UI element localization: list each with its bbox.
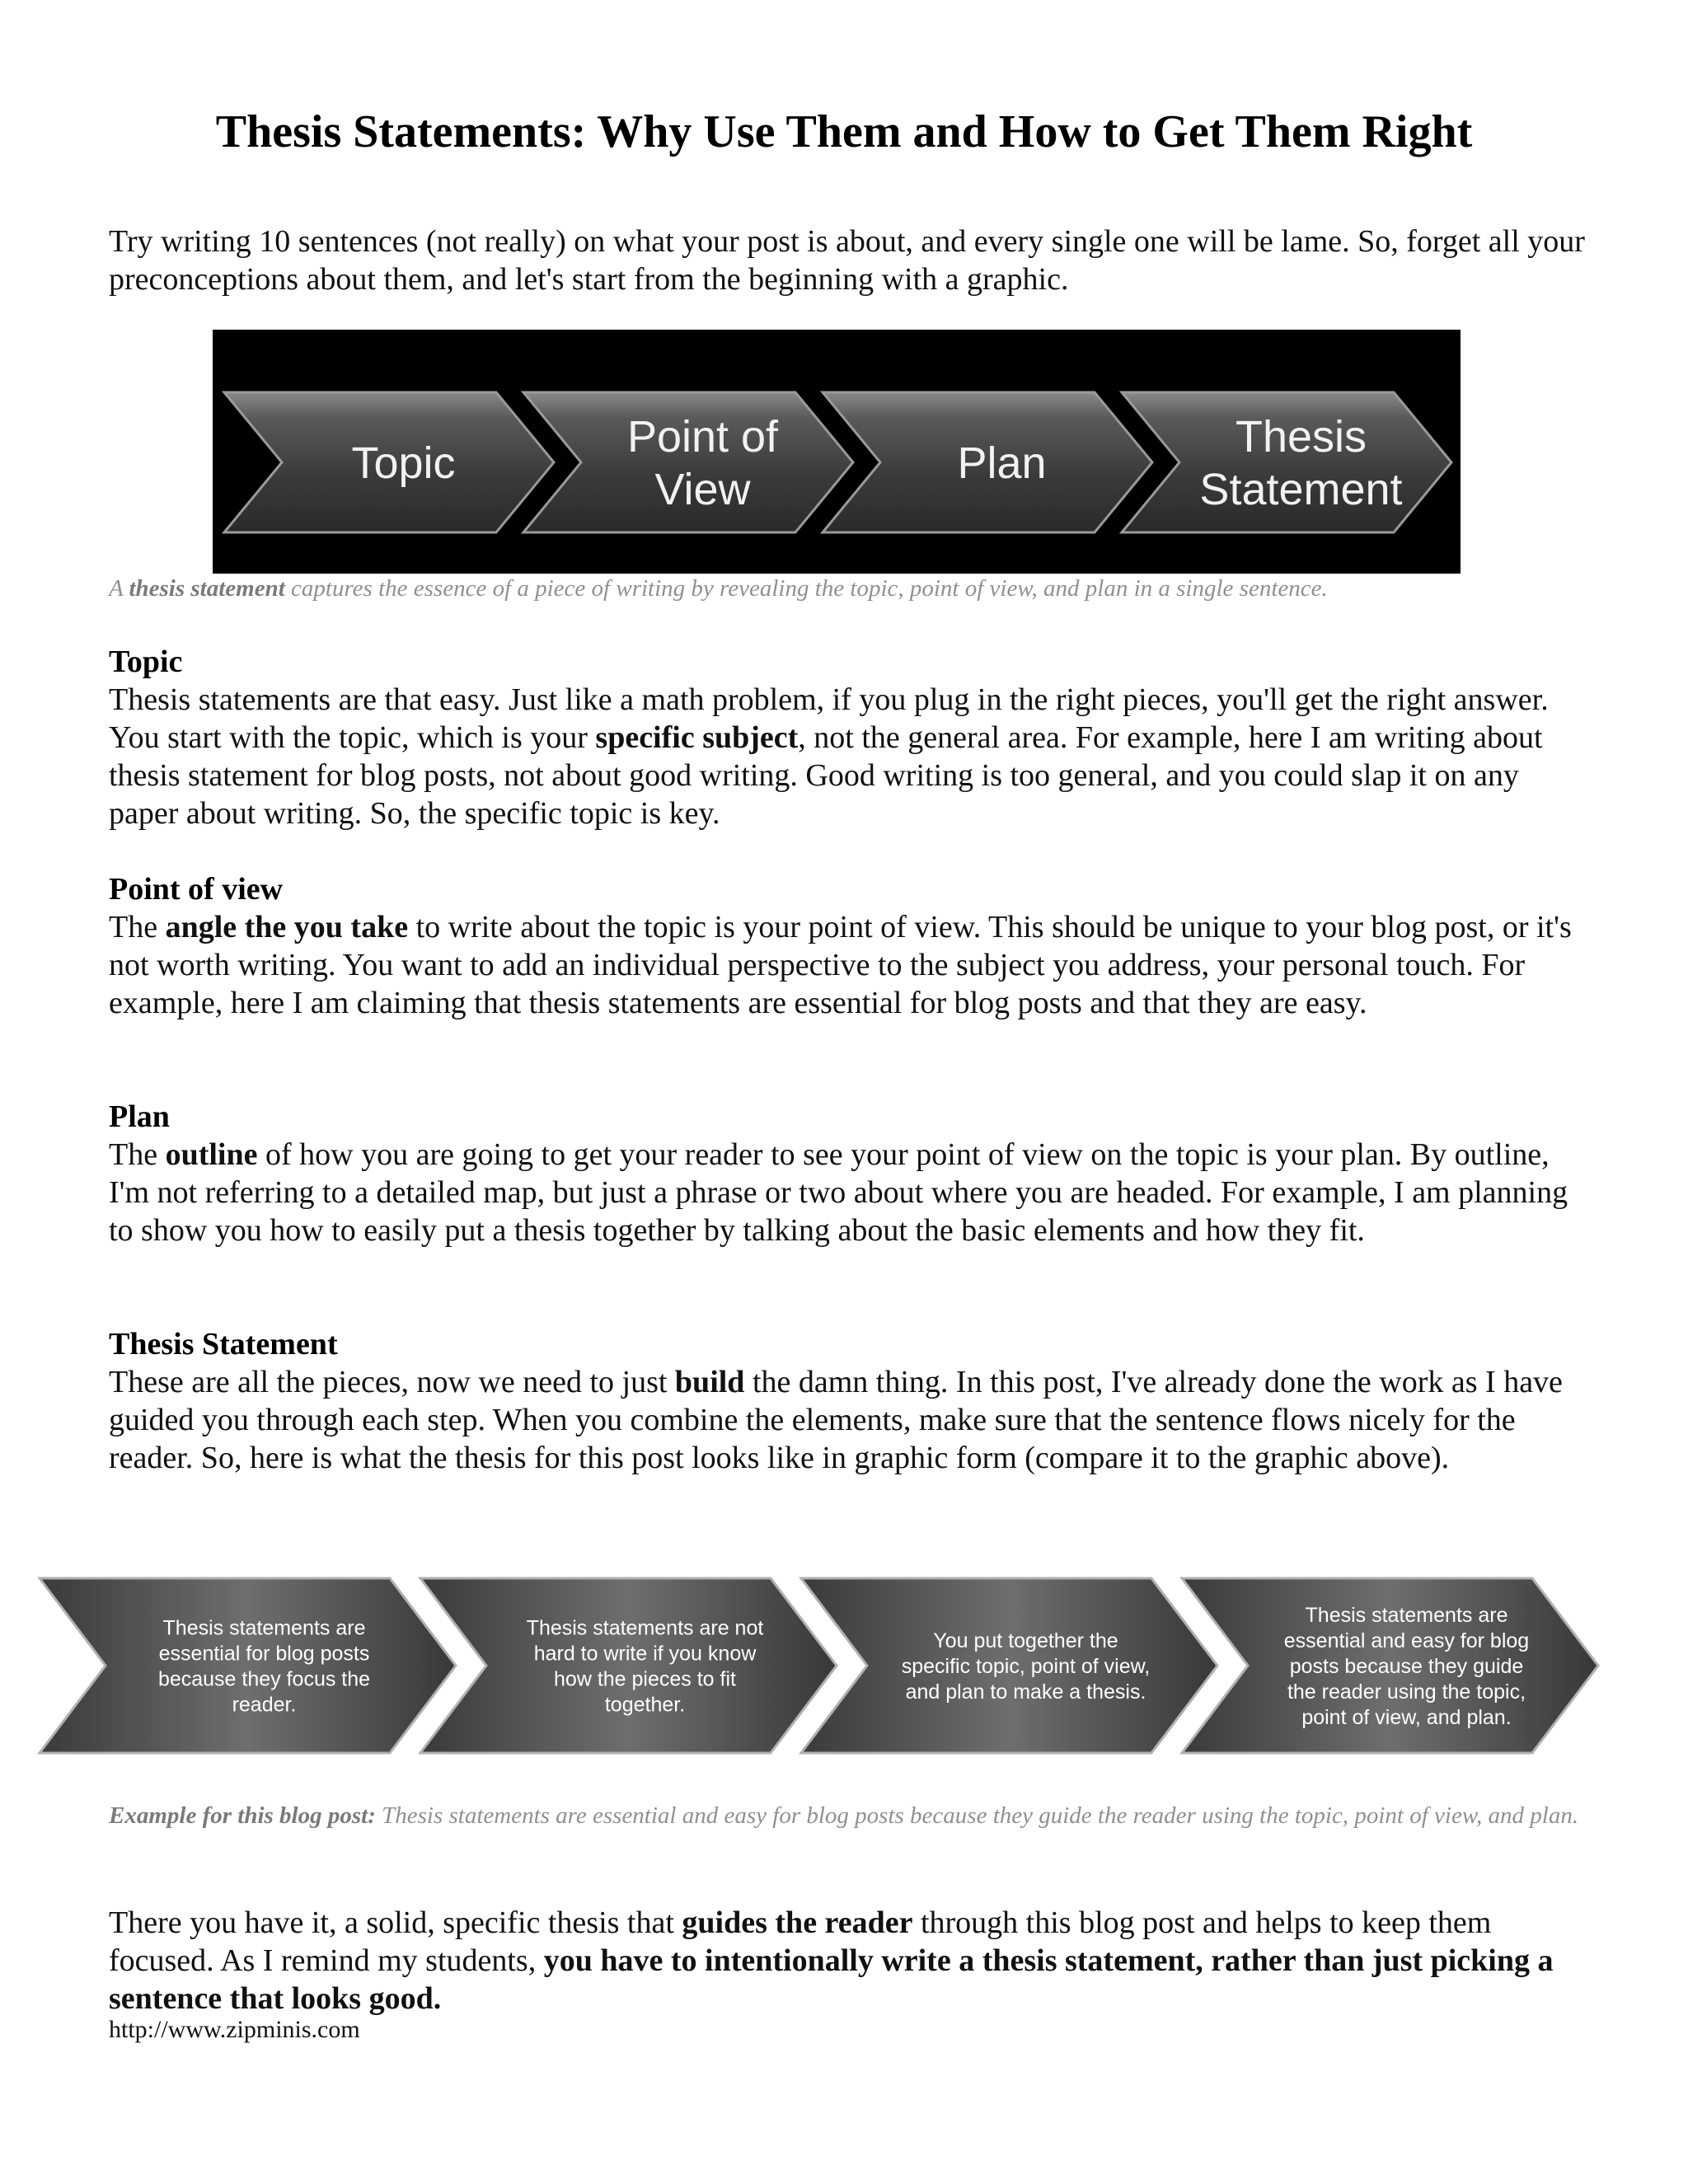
text-run: , not the general area. For example, here I am writing about thesis statement for blog posts, not about good writing. Good writing is too general, and you could slap it on any paper about writing. So, the specific topic is key. — [109, 720, 1543, 831]
caption-text: Thesis statements are essential and easy for blog posts because they guide the reader using the topic, point of view, and plan. — [375, 1802, 1579, 1829]
example-caption — [109, 1800, 1592, 1831]
intro-paragraph: Try writing 10 sentences (not really) on what your post is about, and every single one will be lame. So, forget all your preconceptions about them, and let's start from the beginning with a graphic. — [109, 224, 1585, 297]
chevron-label-line: Statement — [1199, 464, 1403, 514]
chevron-label — [351, 438, 455, 488]
caption-text: captures the essence of a piece of writing by revealing the topic, point of view, and plan in a single sentence. — [284, 575, 1328, 602]
chevron-label-line: point of view, and plan. — [1301, 1705, 1512, 1729]
chevron-label-line: essential and easy for blog — [1283, 1629, 1530, 1652]
footer-url: http://www.zipminis.com — [109, 2016, 360, 2043]
example-chevron-3 — [801, 1578, 1217, 1753]
section-heading-thesis-statement: Thesis Statement — [109, 1327, 338, 1361]
text-run: The — [109, 1137, 166, 1172]
example-chevron-4 — [1182, 1578, 1598, 1753]
chevron-label-line: Point of — [626, 411, 779, 462]
bold-run: outline — [165, 1137, 258, 1172]
text-run: of how you are going to get your reader to see your point of view on the topic is your plan. By outline, I'm not referring to a detailed map, but just a phrase or two about where you are headed. For example, I am planning to show you how to easily put a thesis together by talking about the basic elements and how they fit. — [109, 1137, 1568, 1248]
example-chevron-1 — [40, 1578, 456, 1753]
example-chevron-2 — [420, 1578, 837, 1753]
page-title: Thesis Statements: Why Use Them and How to Get Them Right — [215, 106, 1473, 157]
closing-paragraph — [109, 1904, 1592, 2018]
section-body-point-of-view — [109, 908, 1592, 1022]
top-chevron-2 — [523, 392, 853, 532]
chevron-label-line: Topic — [351, 438, 456, 488]
chevron-label-line: specific topic, point of view, — [901, 1654, 1151, 1678]
bold-run: you have to intentionally write a thesis statement, rather than just picking a sentence that looks good. — [109, 1943, 1554, 2016]
chevron-label-line: and plan to make a thesis. — [905, 1680, 1146, 1704]
chevron-label-line: hard to write if you know — [533, 1642, 757, 1666]
bold-run: build — [674, 1365, 745, 1399]
chevron-label-line: reader. — [232, 1693, 297, 1717]
chevron-label-line: Thesis — [1235, 411, 1367, 462]
chevron-label — [902, 1629, 1151, 1704]
chevron-label-line: because they focus the — [157, 1667, 371, 1691]
chevron-label — [957, 438, 1046, 488]
top-chevron-4 — [1122, 392, 1451, 532]
chevron-label-line: Thesis statements are — [1305, 1603, 1508, 1627]
text-run: the damn thing. In this post, I've already done the work as I have guided you through each step. When you combine the elements, make sure that the sentence flows nicely for the reader. So, here is what the thesis for this post looks like in graphic form (compare it to the graphic above). — [109, 1365, 1563, 1475]
graphic-caption — [109, 573, 1592, 604]
text-run: through this blog post and helps to keep them focused. As I remind my students, — [109, 1905, 1492, 1978]
top-chevron-3 — [823, 392, 1152, 532]
section-heading-topic: Topic — [109, 644, 183, 679]
section-body-topic — [109, 681, 1592, 832]
chevron-label-line: Thesis statements are not — [526, 1616, 764, 1640]
chevron-label-line: posts because they guide — [1289, 1654, 1524, 1678]
section-body-plan — [109, 1136, 1592, 1249]
caption-bold-term: thesis statement — [129, 575, 285, 602]
text-run: Thesis statements are that easy. Just like a math problem, if you plug in the right pieces, you'll get the right answer. You start with the topic, which is your — [109, 682, 1549, 755]
chevron-label-line: the reader using the topic, — [1287, 1680, 1526, 1704]
top-chevron-1 — [224, 392, 554, 532]
bold-run: specific subject — [595, 720, 799, 755]
thesis-elements-chevrons — [213, 330, 1461, 574]
caption-lead: A — [109, 575, 129, 602]
text-run: These are all the pieces, now we need to just — [109, 1365, 675, 1399]
caption-bold-term: Example for this blog post: — [109, 1802, 376, 1829]
chevron-label-line: You put together the — [933, 1629, 1118, 1652]
chevron-label-line: Plan — [957, 438, 1047, 488]
text-run: to write about the topic is your point of view. This should be unique to your blog post, or it's not worth writing. You want to add an individual perspective to the subject you address, your personal touch. For example, here I am claiming that thesis statements are essential for blog posts and that they are easy. — [109, 910, 1572, 1020]
thesis-example-graphic — [36, 1570, 1619, 1768]
chevron-label — [1284, 1604, 1529, 1729]
text-run: There you have it, a solid, specific thesis that — [109, 1905, 682, 1940]
chevron-label-line: Thesis statements are — [162, 1616, 366, 1640]
chevron-shape — [40, 1578, 456, 1753]
thesis-example-chevrons — [36, 1570, 1619, 1768]
thesis-elements-graphic — [213, 330, 1461, 574]
section-body-thesis-statement — [109, 1363, 1592, 1477]
bold-run: guides the reader — [682, 1905, 913, 1940]
chevron-label-line: how the pieces to fit — [554, 1667, 736, 1691]
text-run: The — [109, 910, 166, 944]
chevron-label-line: essential for blog posts — [158, 1642, 370, 1666]
section-heading-point-of-view: Point of view — [109, 872, 284, 907]
bold-run: angle the you take — [165, 910, 409, 944]
chevron-label-line: together. — [604, 1693, 686, 1717]
section-heading-plan: Plan — [109, 1099, 170, 1134]
chevron-shape — [420, 1578, 837, 1753]
chevron-label-line: View — [654, 464, 751, 514]
